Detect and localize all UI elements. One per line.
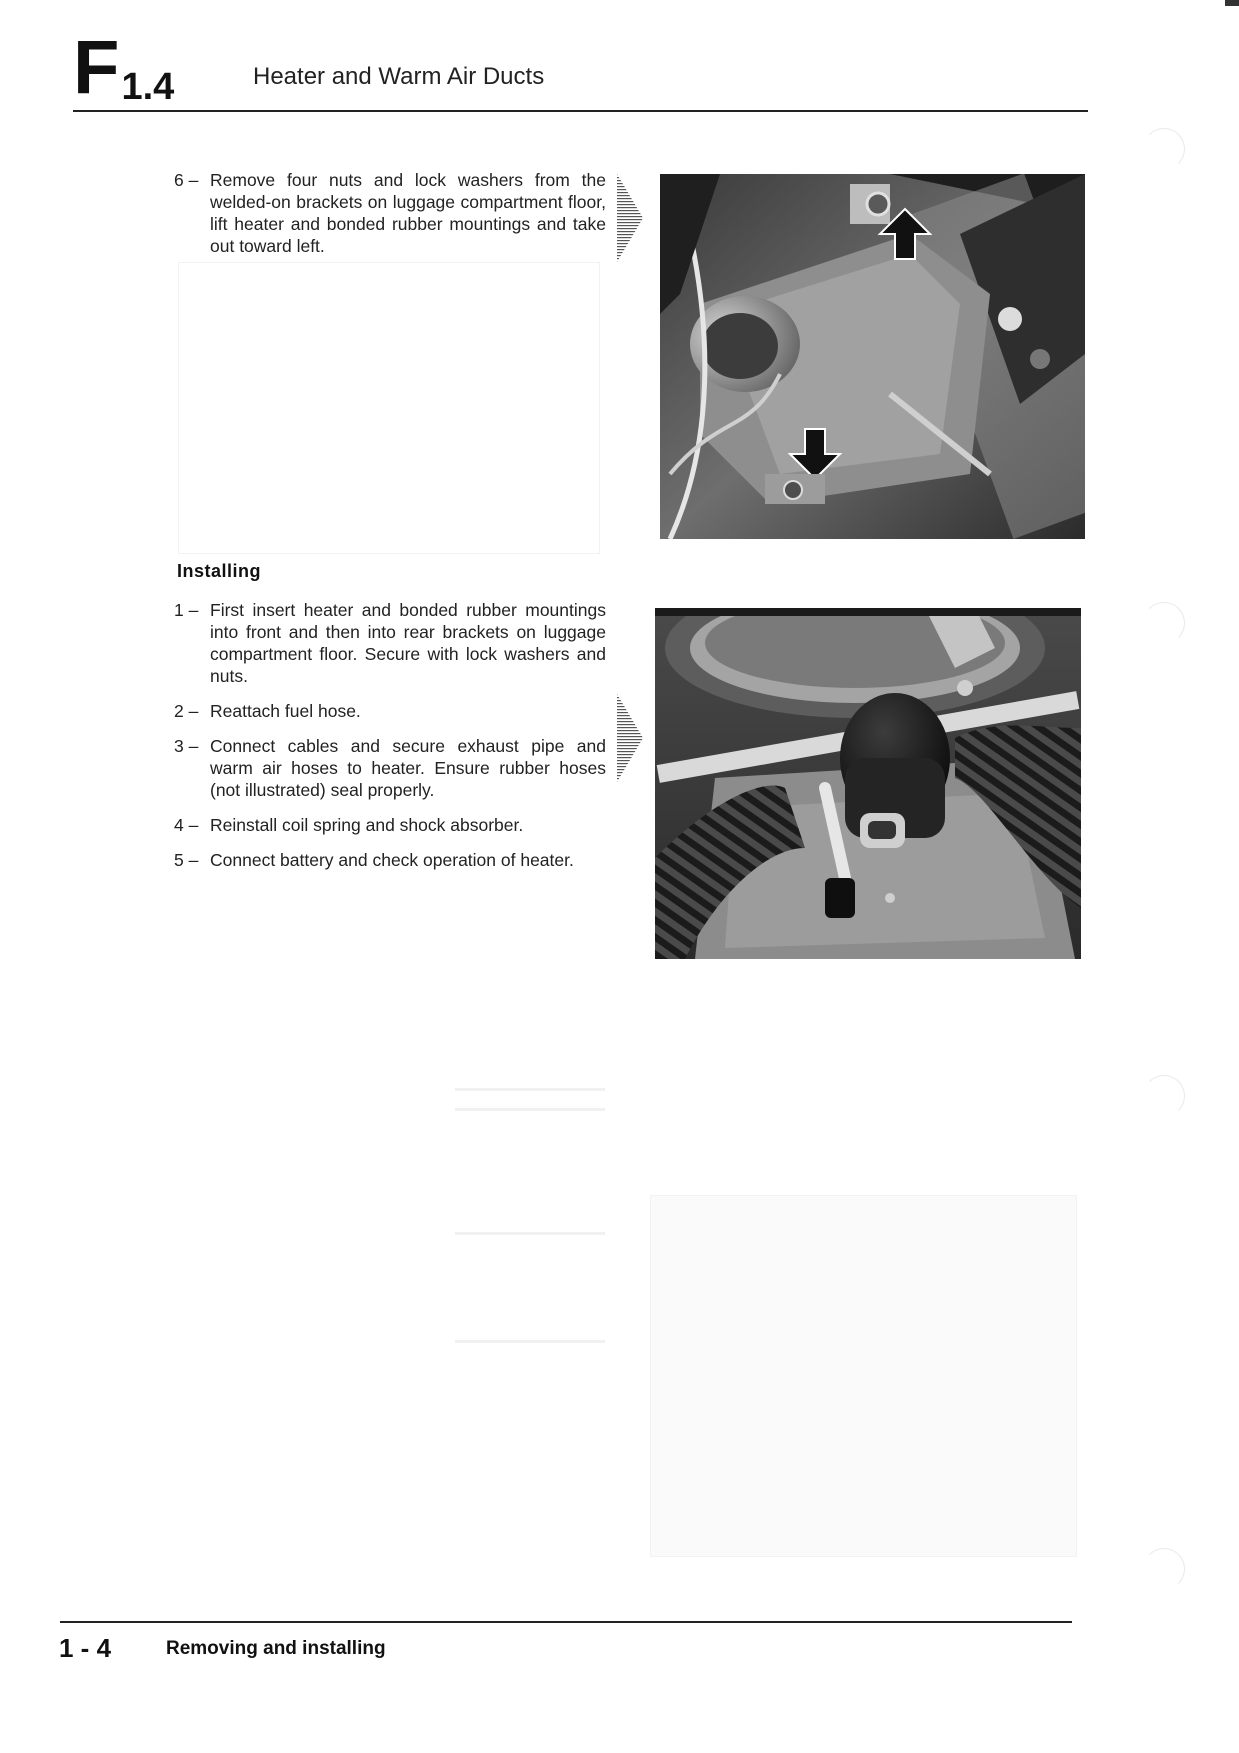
bleed-through-line [455,1108,605,1111]
section-code [73,25,175,110]
installing-steps [174,599,606,884]
footer-section-title: Removing and installing [166,1638,386,1659]
list-item [174,849,606,871]
punch-hole-mark [1143,602,1185,644]
footer-divider [60,1621,1072,1623]
list-item [174,735,606,801]
page-edge-tab [1225,0,1239,6]
punch-hole-mark [1143,1075,1185,1117]
step-text: Reattach fuel hose. [210,701,361,721]
step-number: 4 – [174,815,199,835]
bleed-through-table [178,262,600,554]
section-heading: Installing [177,561,262,581]
section-code-letter: F [73,25,118,110]
page-number: 1 - 4 [59,1633,112,1663]
pointer-arrow-icon [617,174,643,262]
bleed-through-photo [650,1195,1077,1557]
heater-removal-photo [660,174,1085,539]
header-divider [73,110,1088,112]
heater-installed-photo [655,608,1081,959]
page-title: Heater and Warm Air Ducts [253,63,545,90]
step-number: 3 – [174,736,199,756]
step-number: 2 – [174,701,199,721]
step-number: 5 – [174,850,199,870]
list-item [174,814,606,836]
bleed-through-line [455,1232,605,1235]
step-text: Connect battery and check operation of heater. [210,850,574,870]
step-number: 6 – [174,170,199,190]
list-item [174,599,606,687]
bleed-through-line [455,1088,605,1091]
list-item [174,169,606,257]
bleed-through-line [455,1340,605,1343]
pointer-arrow-icon [617,694,643,782]
step-text: First insert heater and bonded rubber mountings into front and then into rear brackets on luggage compartment floor. Secure with lock washers and nuts. [210,600,606,686]
punch-hole-mark [1143,128,1185,170]
list-item [174,700,606,722]
step-text: Remove four nuts and lock washers from the welded-on brackets on luggage compartment floor, lift heater and bonded rubber mountings and take out toward left. [210,170,606,256]
removal-steps [174,169,606,270]
step-text: Connect cables and secure exhaust pipe and warm air hoses to heater. Ensure rubber hoses (not illustrated) seal properly. [210,736,606,800]
punch-hole-mark [1143,1548,1185,1590]
step-text: Reinstall coil spring and shock absorber. [210,815,524,835]
step-number: 1 – [174,600,199,620]
section-code-number: 1.4 [121,66,175,108]
